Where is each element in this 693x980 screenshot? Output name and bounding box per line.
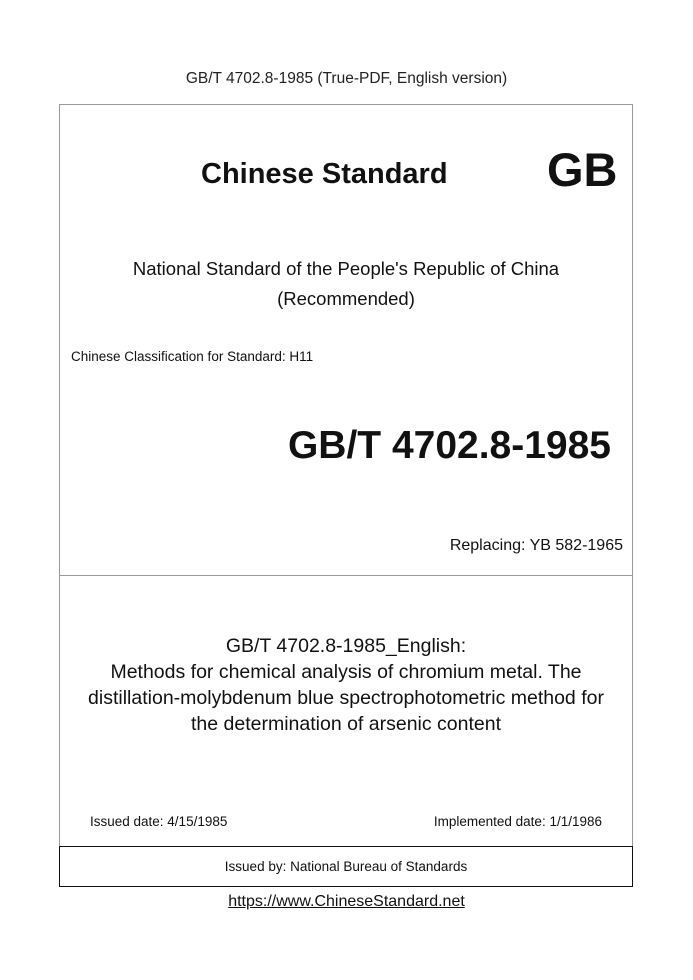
title-line-3: distillation-molybdenum blue spectrophotometric method for: [88, 687, 604, 709]
classification-label: Chinese Classification for Standard: H11: [71, 349, 314, 364]
page-header: GB/T 4702.8-1985 (True-PDF, English version): [185, 70, 508, 87]
replacing-label: Replacing: YB 582-1965: [449, 537, 623, 554]
issuer-box: [59, 846, 633, 887]
title-line-2: Methods for chemical analysis of chromium metal. The: [110, 661, 582, 683]
document-number: GB/T 4702.8-1985: [287, 424, 611, 467]
national-standard-line: National Standard of the People's Republic of China: [132, 258, 560, 279]
cover-frame: [59, 104, 633, 886]
implemented-date: Implemented date: 1/1/1986: [433, 814, 602, 829]
title-line-4: the determination of arsenic content: [190, 713, 502, 735]
footer-link[interactable]: https://www.ChineseStandard.net: [228, 893, 465, 910]
cover-title-row: [59, 138, 633, 208]
recommended-line: (Recommended): [277, 288, 415, 309]
gb-mark: GB: [547, 143, 618, 196]
series-title: Chinese Standard: [201, 158, 448, 190]
section-divider: [59, 575, 633, 576]
issued-date: Issued date: 4/15/1985: [90, 814, 228, 829]
document-title: [59, 633, 633, 737]
title-line-1: GB/T 4702.8-1985_English:: [225, 635, 467, 657]
issuer-label: Issued by: National Bureau of Standards: [224, 859, 468, 874]
